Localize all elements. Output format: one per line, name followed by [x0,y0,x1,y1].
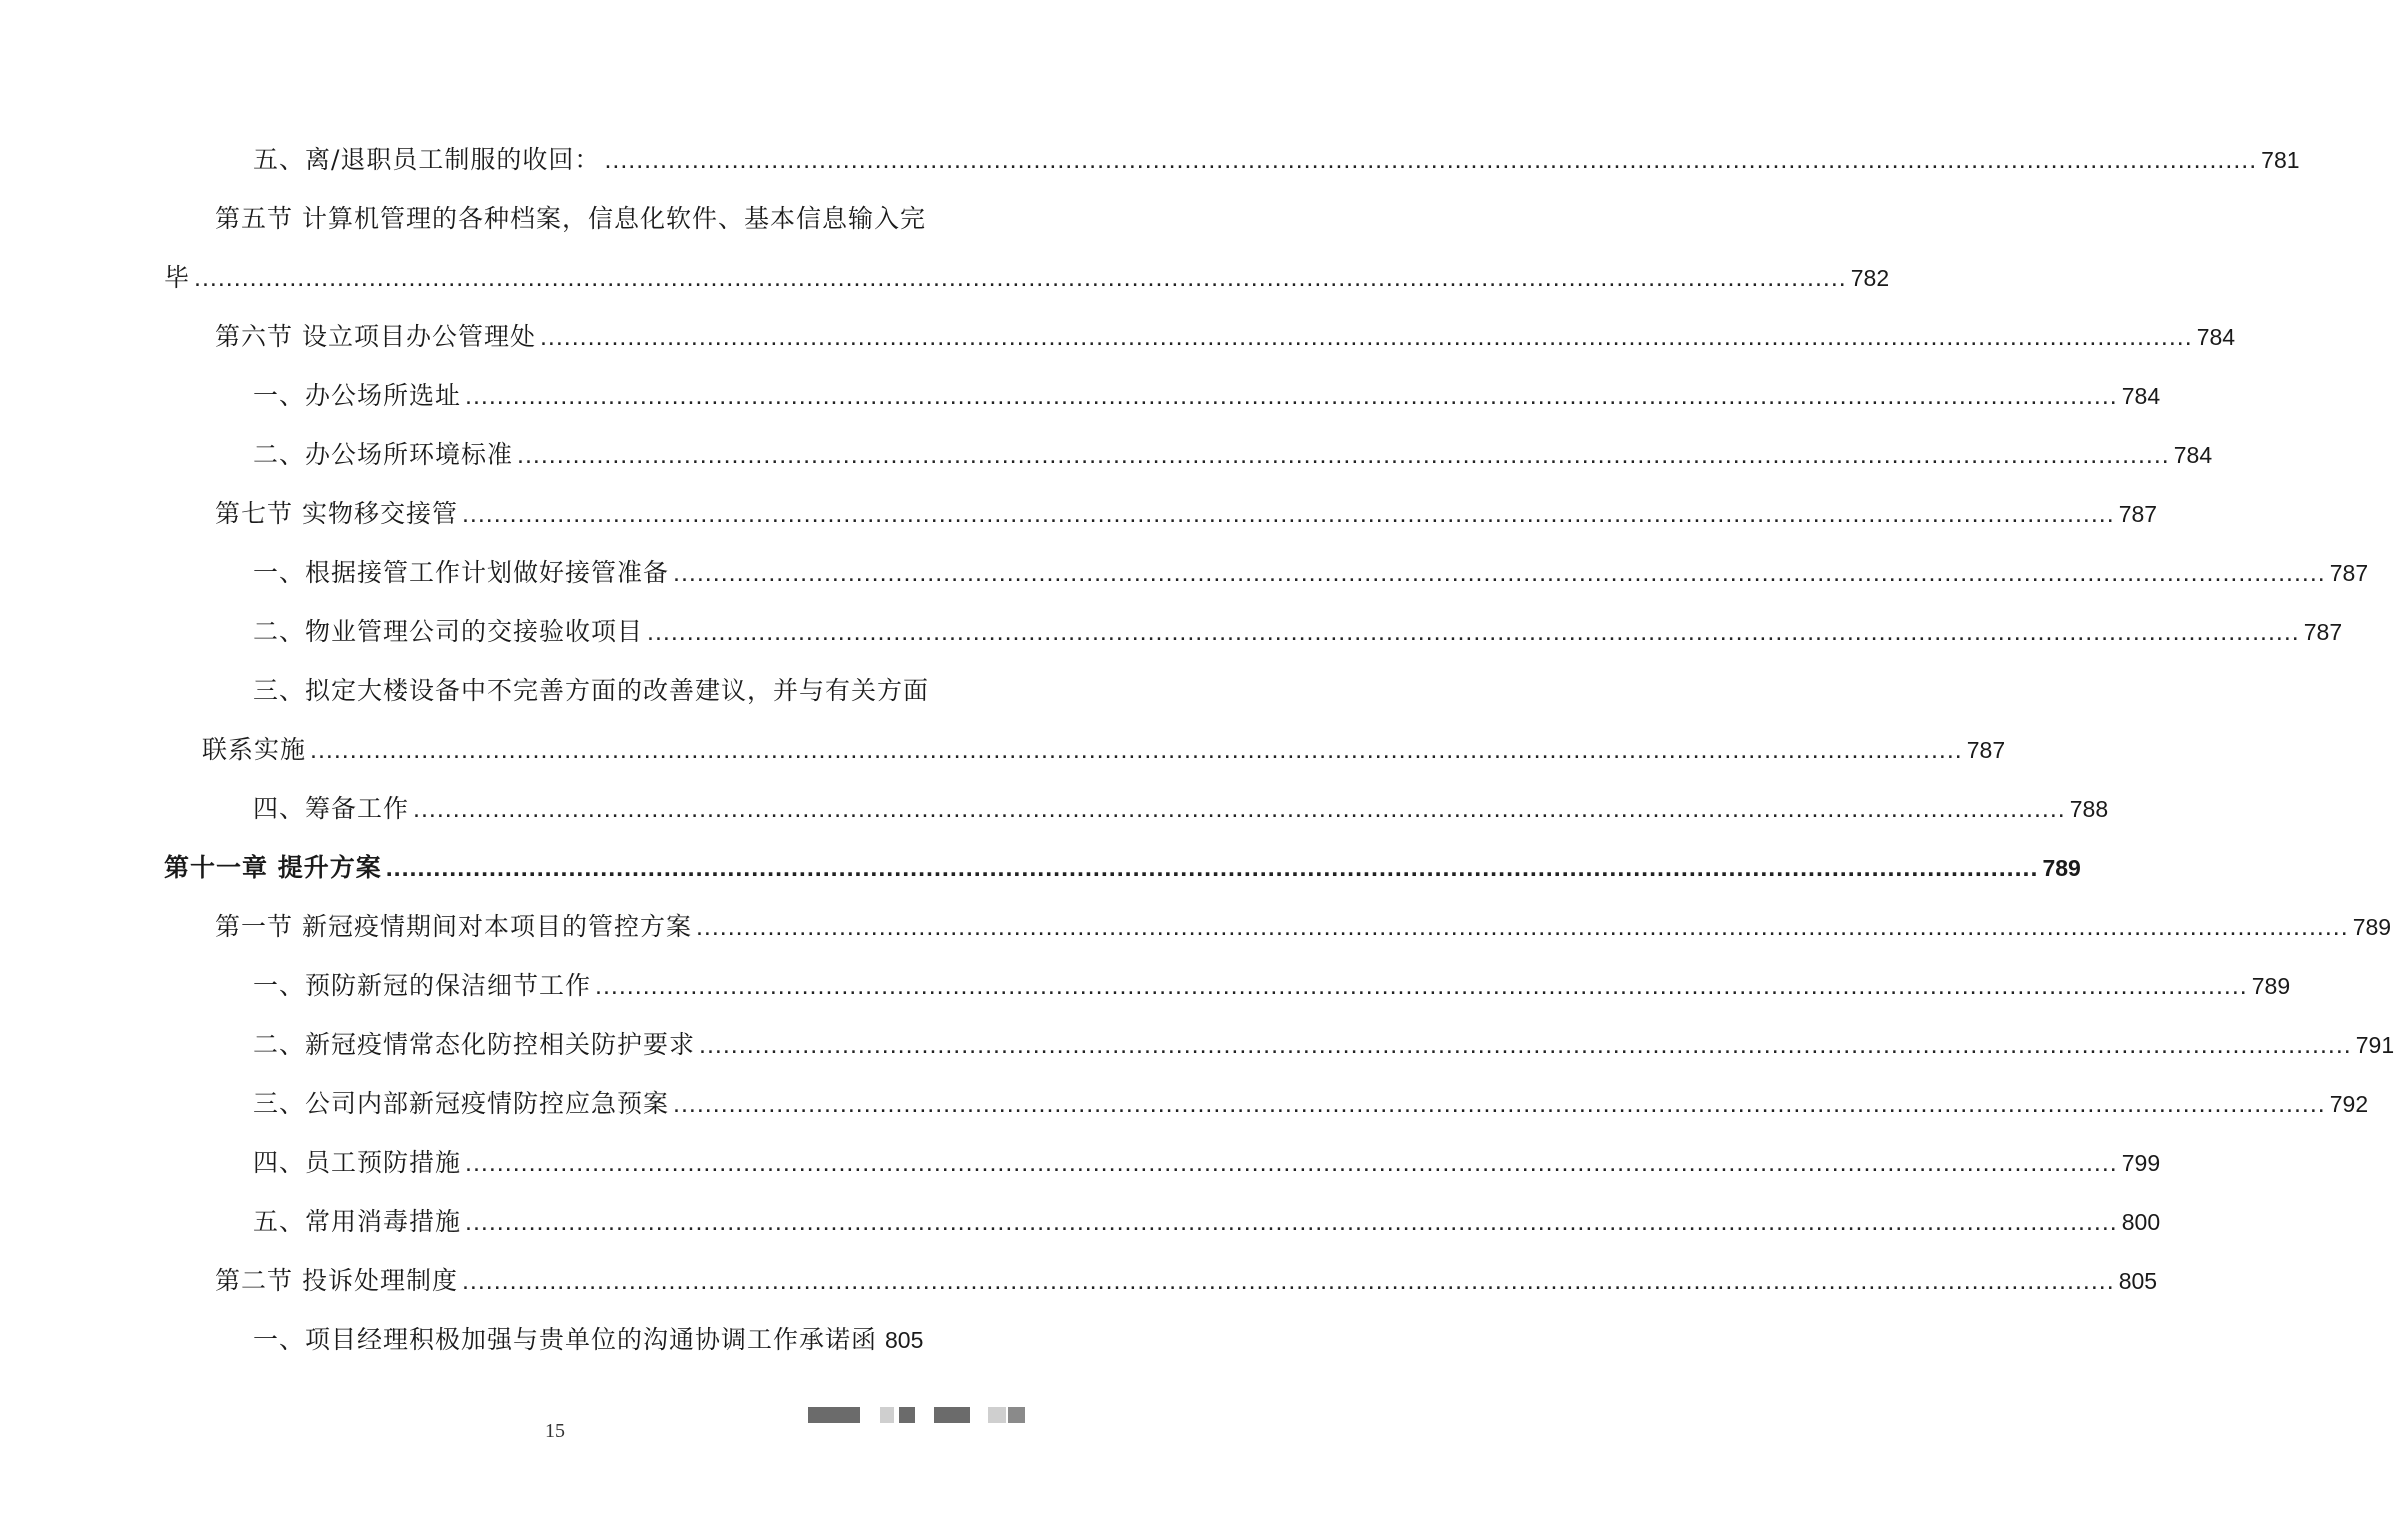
toc-entry-page: 805 [2118,1268,2158,1294]
toc-entry-title: 一、根据接管工作计划做好接管准备 [253,558,670,587]
toc-leader-dots [462,1252,2115,1311]
toc-entry[interactable] [0,425,2213,484]
toc-leader-dots [647,603,2300,662]
toc-leader-dots [595,957,2248,1016]
toc-entry-title: 一、办公场所选址 [253,381,462,410]
toc-entry-page: 787 [1966,737,2006,763]
toc-leader-dots [413,780,2066,839]
toc-entry-title: 第七节 实物移交接管 [215,499,458,528]
toc-leader-dots [517,426,2170,485]
toc-entry-title: 四、员工预防措施 [253,1148,462,1177]
toc-leader-dots [604,131,2257,190]
toc-leader-dots [386,839,2039,898]
toc-entry-title: 一、项目经理积极加强与贵单位的沟通协调工作承诺函 [253,1325,878,1354]
toc-entry-page: 787 [2303,619,2343,645]
page-number: 15 [545,1420,565,1442]
toc-entry-page: 784 [2173,442,2213,468]
toc-leader-dots [194,249,1847,308]
toc-leader-dots [462,485,2115,544]
footer-decoration-block [988,1407,1006,1423]
toc-entry-title: 联系实施 [202,735,307,764]
toc-entry[interactable] [0,1251,2158,1310]
toc-entry-page: 789 [2042,855,2081,881]
table-of-contents [0,130,2394,1369]
toc-entry-title: 第二节 投诉处理制度 [215,1266,458,1295]
toc-entry-page: 789 [2352,914,2392,940]
toc-entry-page: 789 [2251,973,2291,999]
toc-entry[interactable] [0,130,2300,189]
toc-entry-title: 二、物业管理公司的交接验收项目 [253,617,644,646]
toc-leader-dots [699,1016,2352,1075]
footer-decoration-block [934,1407,970,1423]
toc-entry-title: 五、离/退职员工制服的收回： [253,145,601,174]
toc-leader-dots [465,1134,2118,1193]
toc-leader-dots [465,1193,2118,1252]
toc-entry-page: 792 [2329,1091,2369,1117]
toc-entry[interactable] [0,956,2291,1015]
toc-entry-page: 788 [2069,796,2109,822]
toc-entry-page: 784 [2121,383,2161,409]
toc-entry-continuation[interactable] [0,720,2006,779]
toc-entry[interactable] [0,543,2369,602]
toc-entry-page: 787 [2118,501,2158,527]
toc-entry-title: 四、筹备工作 [253,794,410,823]
toc-entry[interactable] [0,307,2236,366]
footer-decoration-block [880,1407,894,1423]
toc-entry-page: 799 [2121,1150,2161,1176]
toc-entry[interactable] [0,1015,2394,1074]
toc-entry[interactable] [0,366,2161,425]
toc-entry[interactable] [0,189,1080,248]
footer-decoration-block [808,1407,860,1423]
toc-leader-dots [465,367,2118,426]
toc-entry[interactable] [0,1074,2369,1133]
toc-entry-title: 一、预防新冠的保洁细节工作 [253,971,592,1000]
toc-entry-page: 800 [2121,1209,2161,1235]
toc-entry-title: 第一节 新冠疫情期间对本项目的管控方案 [215,912,692,941]
toc-entry[interactable] [0,1133,2161,1192]
toc-entry[interactable] [0,779,2109,838]
toc-entry-page: 782 [1850,265,1890,291]
toc-entry[interactable] [0,484,2158,543]
footer-decoration-block [1008,1407,1025,1423]
toc-entry-title: 二、办公场所环境标准 [253,440,514,469]
toc-entry-page: 781 [2261,147,2300,173]
toc-leader-dots [673,1075,2326,1134]
toc-leader-dots [673,544,2326,603]
toc-entry-title: 五、常用消毒措施 [253,1207,462,1236]
toc-entry-page: 791 [2355,1032,2394,1058]
toc-leader-dots [310,721,1963,780]
toc-leader-dots [540,308,2193,367]
toc-entry-page: 787 [2329,560,2369,586]
toc-entry-page: 805 [885,1327,924,1353]
toc-entry-title: 三、拟定大楼设备中不完善方面的改善建议，并与有关方面 [253,676,930,705]
toc-entry-title: 毕 [164,263,191,292]
toc-entry[interactable] [0,897,2392,956]
toc-entry[interactable] [0,661,1080,720]
toc-leader-dots [696,898,2349,957]
toc-entry[interactable] [0,1310,1080,1369]
toc-entry-title: 第六节 设立项目办公管理处 [215,322,536,351]
footer-decoration-block [899,1407,915,1423]
toc-chapter-entry[interactable] [0,838,2081,897]
toc-entry-title: 二、新冠疫情常态化防控相关防护要求 [253,1030,696,1059]
toc-entry-title: 第五节 计算机管理的各种档案，信息化软件、基本信息输入完 [215,204,926,233]
toc-entry-page: 784 [2196,324,2236,350]
toc-entry[interactable] [0,1192,2161,1251]
toc-entry-title: 第十一章 提升方案 [164,853,382,882]
toc-entry-continuation[interactable] [0,248,1890,307]
toc-entry-title: 三、公司内部新冠疫情防控应急预案 [253,1089,670,1118]
toc-entry[interactable] [0,602,2343,661]
